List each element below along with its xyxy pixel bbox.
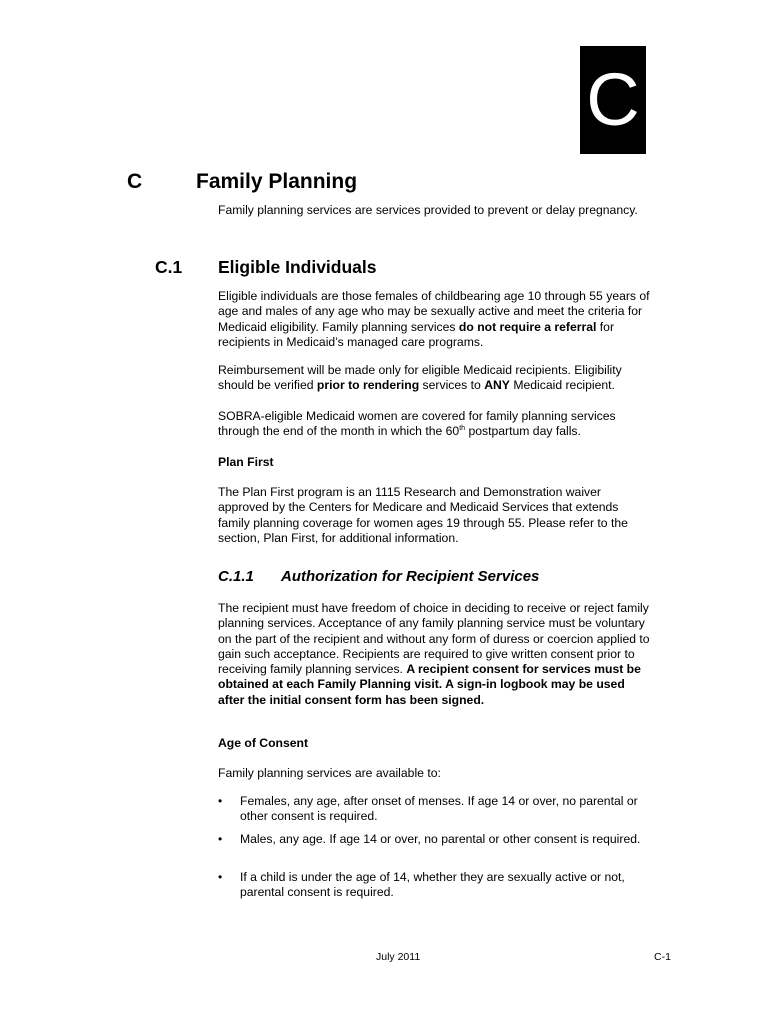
bullet-icon: • <box>218 794 223 808</box>
bullet-icon: • <box>218 870 223 884</box>
chapter-number: C <box>127 170 143 193</box>
age-consent-heading: Age of Consent <box>218 736 309 750</box>
eligibility-paragraph: Eligible individuals are those females of childbearing age 10 through 55 years of age and males of any age who may be sexually active and meet the criteria for Medicaid eligibility. Family planning services do not require a referral for recipients in Medicaid’s managed care programs. <box>218 289 650 349</box>
subsection-number: C.1.1 <box>218 568 254 585</box>
list-item: Females, any age, after onset of menses. If age 14 or over, no parental or other consent is required. <box>240 794 638 824</box>
age-consent-intro: Family planning services are available to: <box>218 766 441 780</box>
sobra-paragraph: SOBRA-eligible Medicaid women are covered for family planning services through the end of the month in which the 60th postpartum day falls. <box>218 409 616 439</box>
chapter-intro: Family planning services are services provided to prevent or delay pregnancy. <box>218 203 638 217</box>
list-item: If a child is under the age of 14, whether they are sexually active or not, parental consent is required. <box>240 870 625 900</box>
chapter-title: Family Planning <box>196 170 358 193</box>
plan-first-heading: Plan First <box>218 455 274 469</box>
plan-first-paragraph: The Plan First program is an 1115 Research and Demonstration waiver approved by the Centers for Medicare and Medicaid Services that extends family planning coverage for women ages 19 through 55. Please refer to the section, Plan First, for additional information. <box>218 485 628 545</box>
page-number: C-1 <box>654 951 671 963</box>
section-number: C.1 <box>155 257 183 277</box>
reimbursement-paragraph: Reimbursement will be made only for eligible Medicaid recipients. Eligibility should be verified prior to rendering services to ANY Medicaid recipient. <box>218 363 622 393</box>
list-item: Males, any age. If age 14 or over, no parental or other consent is required. <box>240 832 641 846</box>
section-title: Eligible Individuals <box>218 257 377 277</box>
authorization-paragraph: The recipient must have freedom of choice in deciding to receive or reject family planning services. Acceptance of any family planning service must be voluntary on the part of the recipient and without any form of duress or coercion applied to gain such acceptance. Recipients are required to give written consent prior to receiving family planning services. A recipient consent for services must be obtained at each Family Planning visit. A sign-in logbook may be used after the initial consent form has been signed. <box>218 601 650 707</box>
subsection-title: Authorization for Recipient Services <box>281 568 540 585</box>
chapter-tab: C <box>580 46 646 154</box>
bullet-icon: • <box>218 832 223 846</box>
footer-date: July 2011 <box>376 951 421 963</box>
